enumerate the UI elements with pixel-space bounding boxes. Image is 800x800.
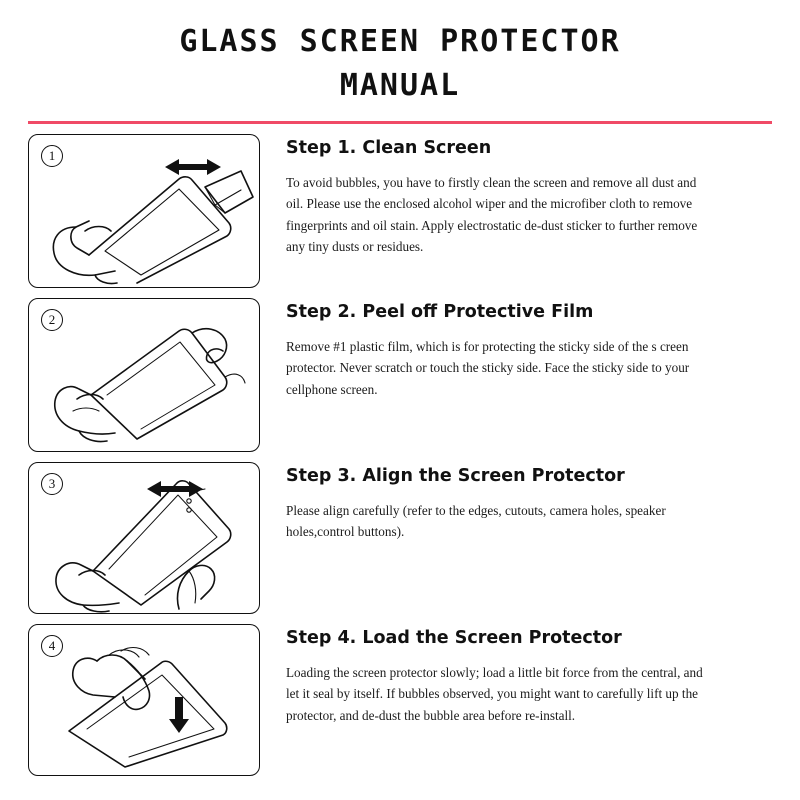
step-3-illustration [28,462,260,614]
step-2-number-badge: 2 [41,309,63,331]
steps-list [0,124,800,776]
step-2-illustration [28,298,260,452]
step-3-title: Step 3. Align the Screen Protector [286,466,625,486]
page-title-line-1: GLASS SCREEN PROTECTOR [179,24,621,59]
document-header [0,0,800,124]
step-item [28,624,772,776]
step-1-text [260,134,772,258]
step-item [28,134,772,288]
step-4-illustration [28,624,260,776]
step-4-text [260,624,772,726]
double-arrow-icon [165,159,221,175]
step-1-number-badge: 1 [41,145,63,167]
step-4-drawing [29,625,259,775]
step-1-illustration [28,134,260,288]
step-4-title: Step 4. Load the Screen Protector [286,628,622,648]
step-2-title: Step 2. Peel off Protective Film [286,302,594,322]
page-title-line-2: MANUAL [339,67,461,103]
step-3-number-badge: 3 [41,473,63,495]
step-item [28,462,772,614]
step-2-body: Remove #1 plastic film, which is for protecting the sticky side of the s creen protector. Never scratch or touch the sticky side. Face the sticky side to your cellphone screen. [286,339,690,397]
step-1-body: To avoid bubbles, you have to firstly clean the screen and remove all dust and oil. Please use the enclosed alcohol wiper and the microfiber cloth to remove fingerprints and oil stain. Apply electrostatic de-dust sticker to further remove any tiny dusts or residues. [286,175,698,255]
step-4-number-badge: 4 [41,635,63,657]
step-2-drawing [29,299,259,451]
step-item [28,298,772,452]
step-1-drawing [29,135,259,287]
step-3-body: Please align carefully (refer to the edges, cutouts, camera holes, speaker holes,control buttons). [286,503,666,540]
step-3-text [260,462,772,543]
step-4-body: Loading the screen protector slowly; load a little bit force from the central, and let it seal by itself. If bubbles observed, you might want to carefully lift up the protector, and de-dust the bubble area before re-install. [286,665,703,723]
double-arrow-icon [147,481,203,497]
step-1-title: Step 1. Clean Screen [286,138,492,158]
down-arrow-icon [169,697,189,733]
step-2-text [260,298,772,400]
step-3-drawing [29,463,259,613]
